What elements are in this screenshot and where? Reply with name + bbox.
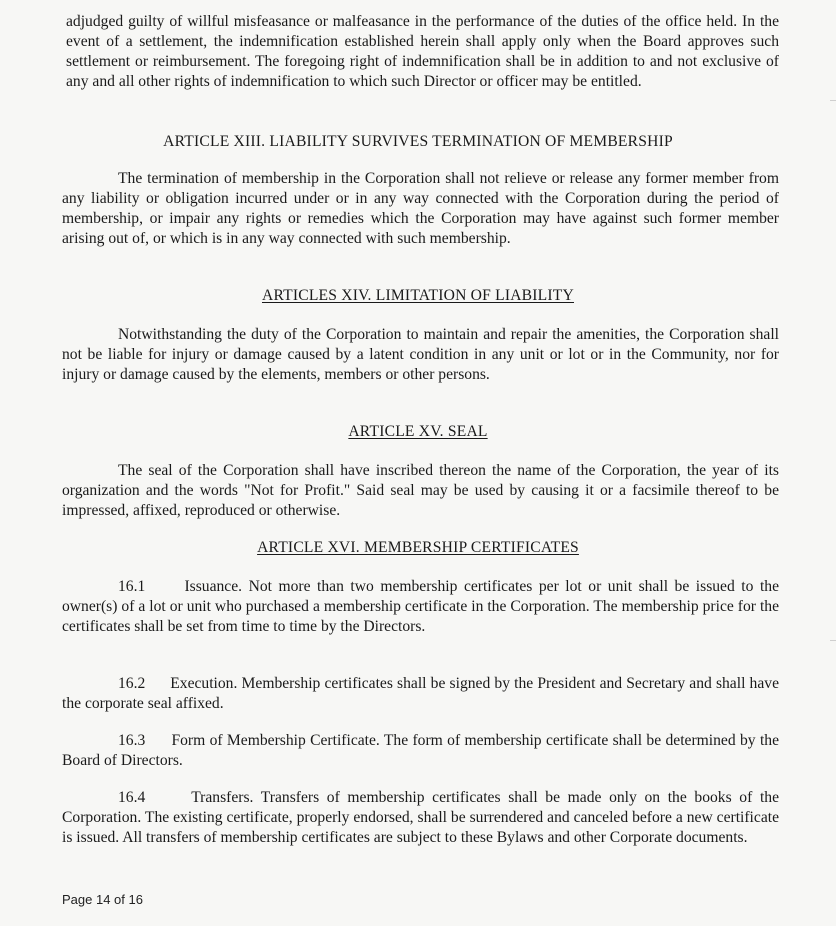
- scan-edge-mark: [830, 640, 836, 641]
- scan-edge-mark: [830, 100, 836, 101]
- article-13-body: The termination of membership in the Corporation shall not relieve or release any former member from any liability or obligation incurred under or in any way connected with the Corporation during the period of membership, or impair any rights or remedies which the Corporation may have against such former member arising out of, or which is in any way connected with such membership.: [62, 170, 779, 247]
- section-16-4-number: 16.4: [118, 789, 146, 806]
- section-16-3: [62, 731, 779, 771]
- top-paragraph: adjudged guilty of willful misfeasance or malfeasance in the performance of the duties of the office held. In the event of a settlement, the indemnification established herein shall apply only when the Board approves such settlement or reimbursement. The foregoing right of indemnification shall be in addition to and not exclusive of any and all other rights of indemnification to which such Director or officer may be entitled.: [66, 13, 779, 90]
- section-16-1-number: 16.1: [118, 578, 146, 595]
- section-16-1-text: Issuance. Not more than two membership certificates per lot or unit shall be issued to the owner(s) of a lot or unit who purchased a membership certificate in the Corporation. The membership price for the certificates shall be set from time to time by the Directors.: [62, 578, 780, 635]
- section-16-2-text: Execution. Membership certificates shall be signed by the President and Secretary and shall have the corporate seal affixed.: [62, 675, 779, 712]
- page-number: Page 14 of 16: [62, 892, 143, 907]
- article-14-heading: [0, 286, 836, 306]
- article-15-heading-text: ARTICLE XV. SEAL: [348, 423, 488, 440]
- article-13-heading: ARTICLE XIII. LIABILITY SURVIVES TERMINATION OF MEMBERSHIP: [163, 133, 673, 150]
- article-16-heading: [0, 538, 836, 558]
- article-15-heading: [0, 422, 836, 442]
- article-14-heading-text: ARTICLES XIV. LIMITATION OF LIABILITY: [261, 287, 574, 304]
- article-16-heading-text: ARTICLE XVI. MEMBERSHIP CERTIFICATES: [257, 539, 579, 556]
- article-14-body: Notwithstanding the duty of the Corporation to maintain and repair the amenities, the Corporation shall not be liable for injury or damage caused by a latent condition in any unit or lot or in the Community, nor for injury or damage caused by the elements, members or other persons.: [62, 326, 779, 383]
- section-16-4-text: Transfers. Transfers of membership certificates shall be made only on the books of the Corporation. The existing certificate, properly endorsed, shall be surrendered and canceled before a new certificate is issued. All transfers of membership certificates are subject to these Bylaws and other Corporate documents.: [62, 789, 780, 846]
- section-16-2: [62, 674, 779, 714]
- article-15-body: The seal of the Corporation shall have inscribed thereon the name of the Corporation, the year of its organization and the words "Not for Profit." Said seal may be used by causing it or a facsimile thereof to be impressed, affixed, reproduced or otherwise.: [62, 462, 779, 519]
- section-16-3-text: Form of Membership Certificate. The form of membership certificate shall be determined by the Board of Directors.: [62, 732, 780, 769]
- section-16-1: [62, 577, 779, 637]
- section-16-2-number: 16.2: [118, 675, 146, 692]
- section-16-3-number: 16.3: [118, 732, 146, 749]
- section-16-4: [62, 788, 779, 848]
